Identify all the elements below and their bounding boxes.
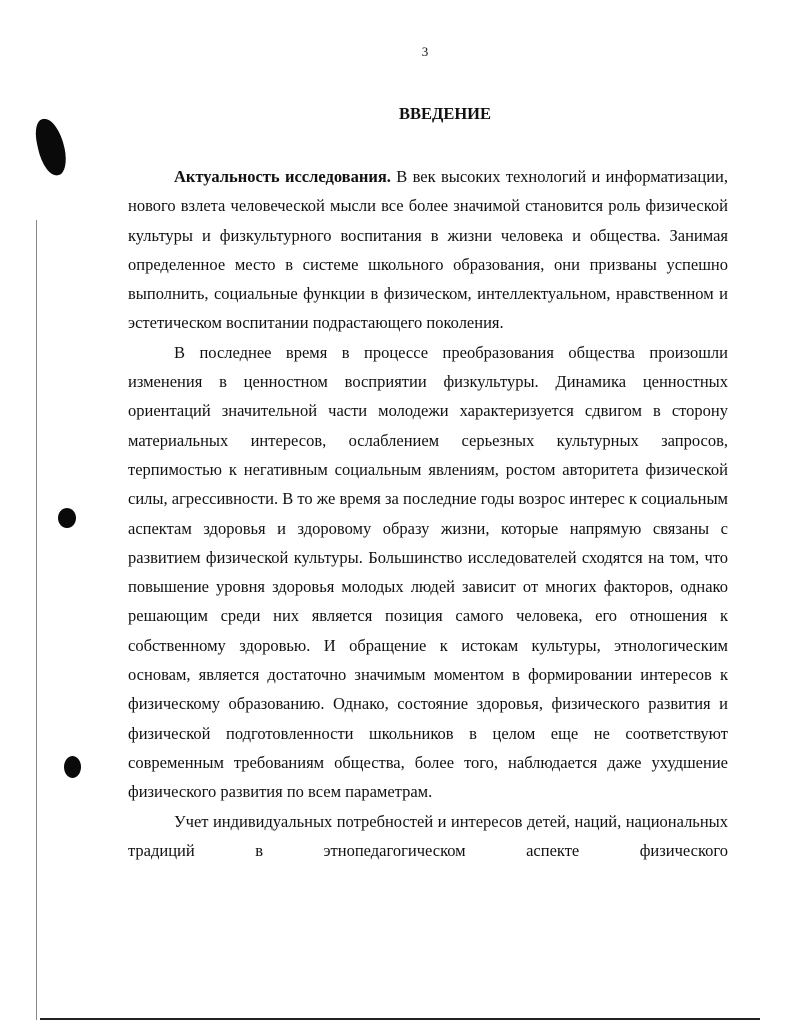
paragraph-traditions [128, 807, 728, 866]
paragraph-lead: Актуальность исследования. [174, 167, 391, 186]
page-number: 3 [421, 44, 429, 59]
paragraph-text: В последнее время в процессе преобразования общества произошли изменения в ценностном восприятии физкультуры. Динамика ценностных ориентаций значительной части молодежи характеризуется сдвигом в сторону материальных интересов, ослаблением серьезных культурных запросов, терпимостью к негативным социальным явлениям, ростом авторитета физической силы, агрессивности. В то же время за последние годы возрос интерес к социальным аспектам здоровья и здоровому образу жизни, которые напрямую связаны с развитием физической культуры. Большинство исследователей сходятся на том, что повышение уровня здоровья молодых людей зависит от многих факторов, однако решающим среди них является позиция самого человека, его отношения к собственному здоровью. И обращение к истокам культуры, этнологическим основам, является достаточно значимым моментом в формировании интересов к физическому образованию. Однако, состояние здоровья, физического развития и физической подготовленности школьников в целом еще не соответствуют современным требованиям общества, более того, наблюдается даже ухудшение физического развития по всем параметрам. [128, 342, 728, 802]
paragraph-text: В век высоких технологий и информатизации, нового взлета человеческой мысли все более значимой становится роль физической культуры и физкультурного воспитания в жизни человека и общества. Занимая определенное место в системе школьного образования, они призваны успешно выполнить, социальные функции в физическом, интеллектуальном, нравственном и эстетическом воспитании подрастающего поколения. [128, 167, 728, 333]
scan-dot-lower-left [64, 756, 81, 778]
scan-dot-middle-left [58, 508, 76, 528]
page-heading: ВВЕДЕНИЕ [398, 104, 492, 123]
body-text [128, 162, 728, 865]
paragraph-text: Учет индивидуальных потребностей и интересов детей, наций, национальных традиций в этнопедагогическом аспекте физического [128, 811, 728, 860]
scan-blot-top-left [32, 116, 69, 178]
paragraph-values [128, 338, 728, 807]
paragraph-relevance [128, 162, 728, 338]
scan-edge-line-left [36, 220, 37, 1020]
scan-edge-line-bottom [40, 1018, 760, 1020]
